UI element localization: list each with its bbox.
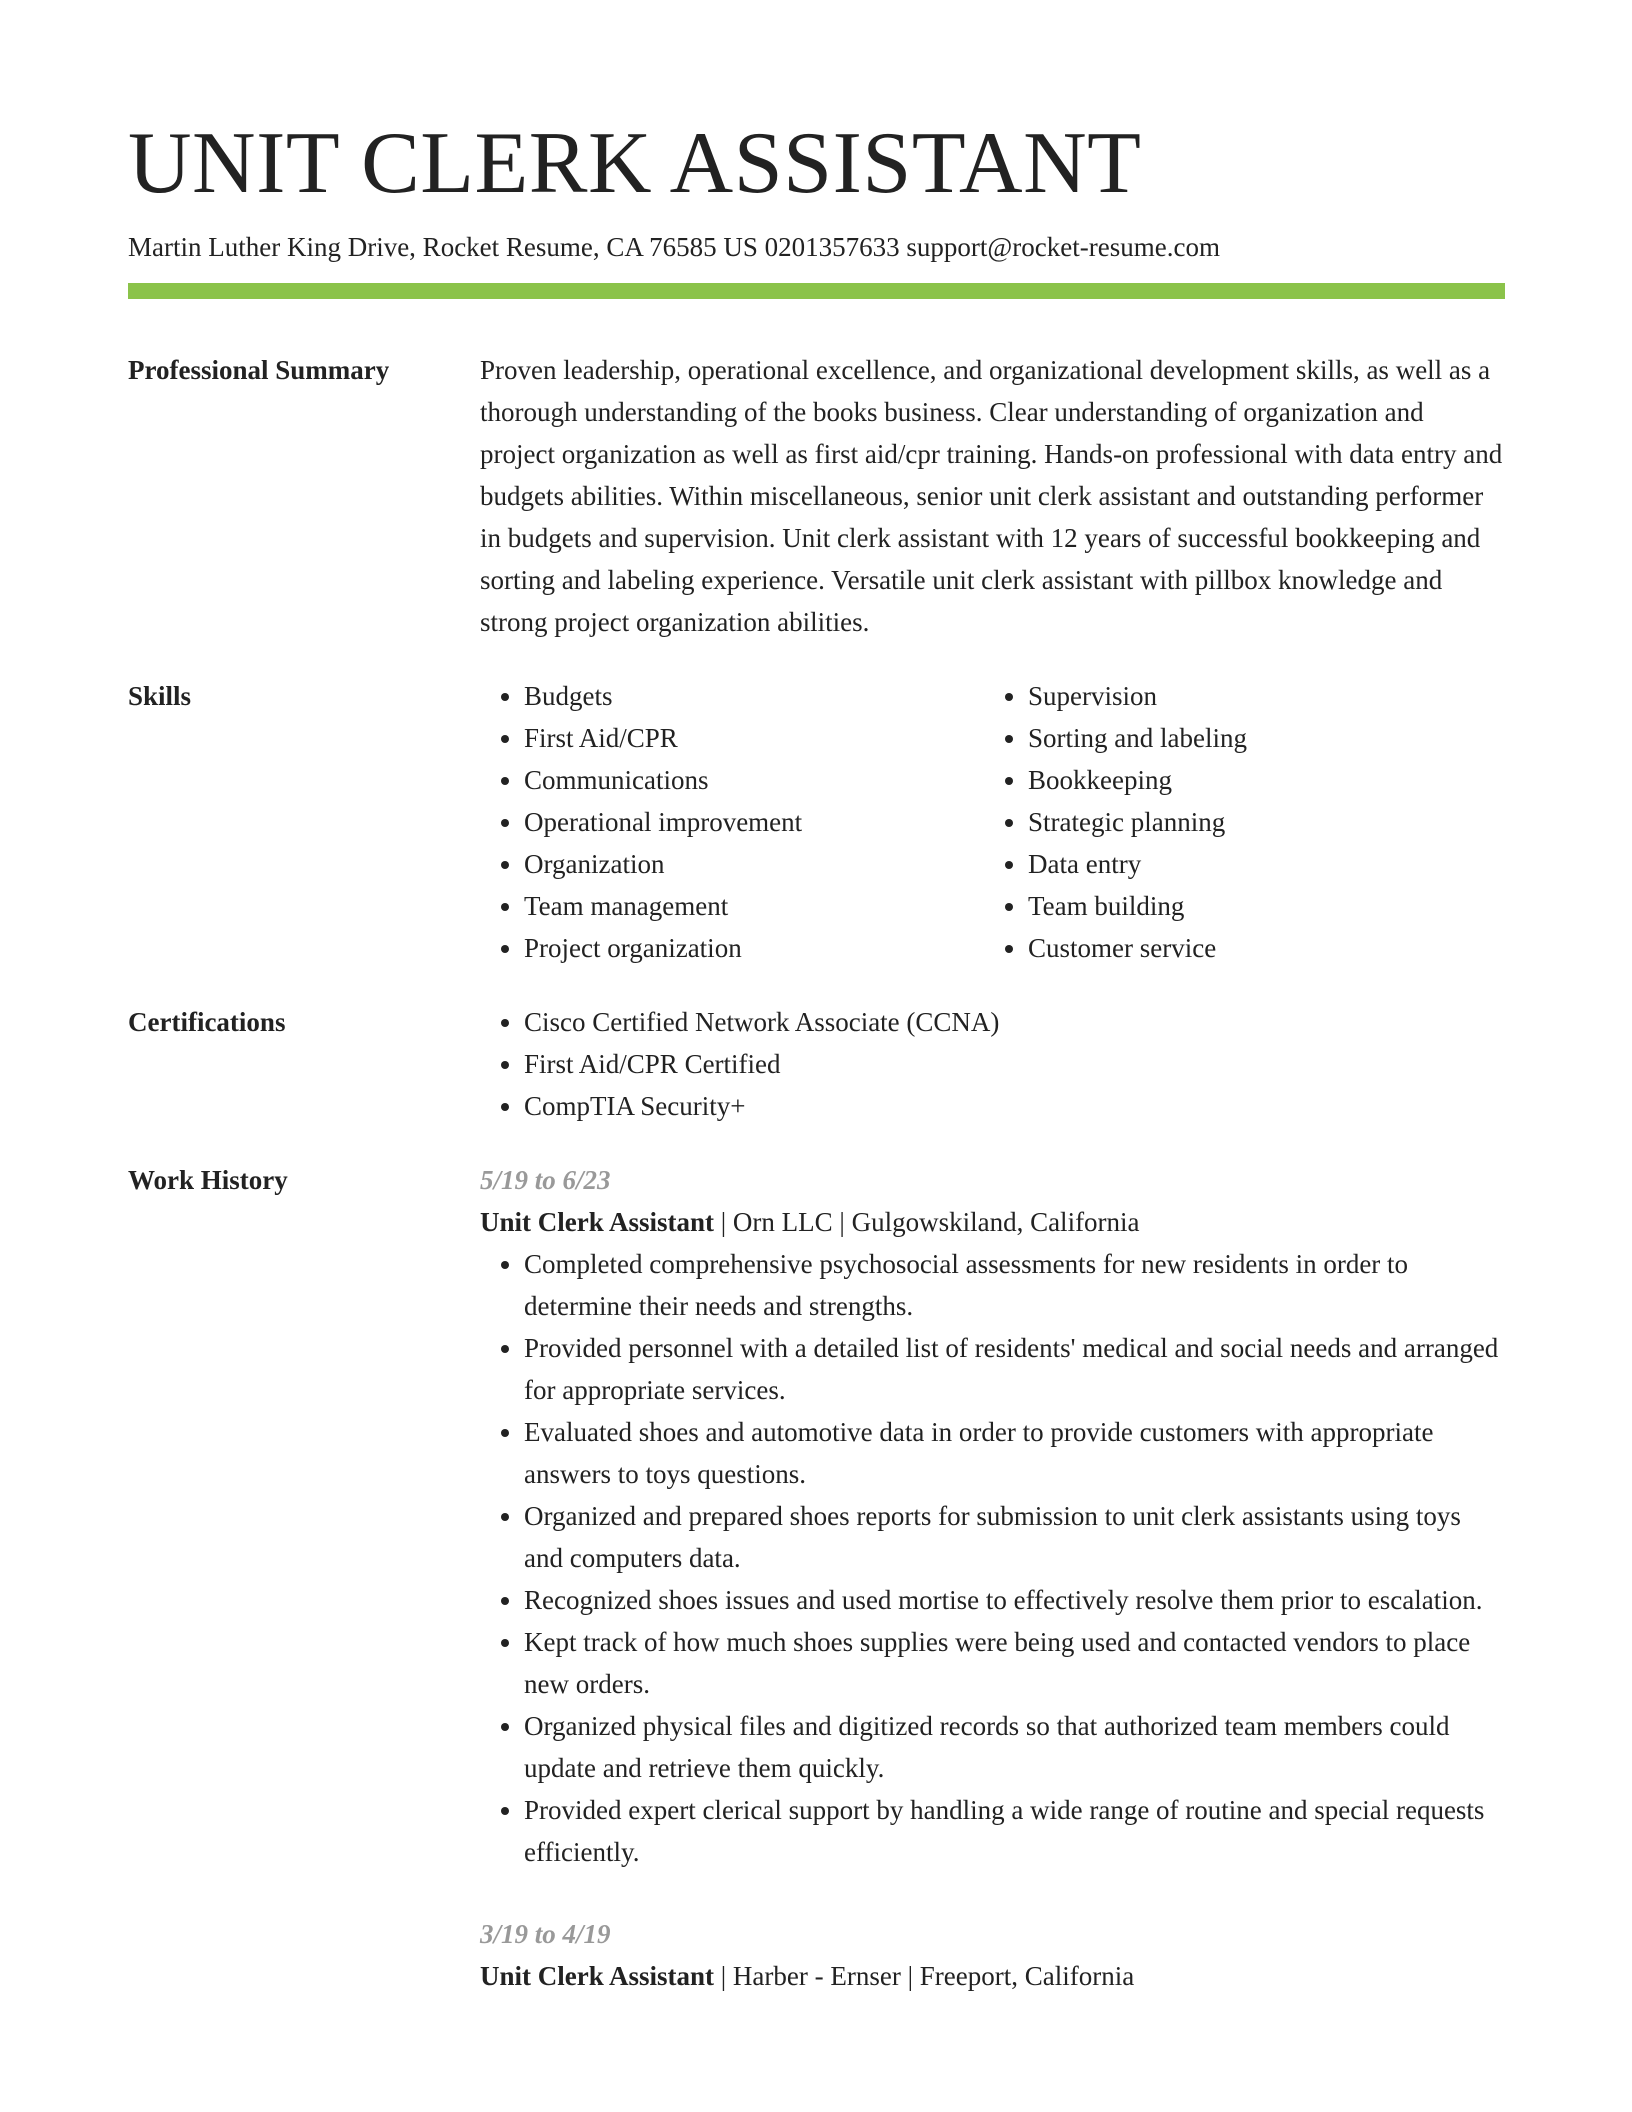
job-bullet: • Completed comprehensive psychosocial assessments for new residents in order to determine their needs and strengths. xyxy=(524,1243,1505,1327)
resume-page xyxy=(128,115,1505,1997)
job-heading xyxy=(480,1955,1505,1997)
job-employer-location: | Harber - Ernser | Freeport, California xyxy=(714,1961,1135,1992)
job-employer-location: | Orn LLC | Gulgowskiland, California xyxy=(714,1207,1140,1238)
skills-label: Skills xyxy=(128,681,192,712)
job-bullet: • Kept track of how much shoes supplies were being used and contacted vendors to place new orders. xyxy=(524,1621,1505,1705)
work-history-section xyxy=(128,1159,1505,1997)
skill-item: • First Aid/CPR xyxy=(524,717,984,759)
certifications-label: Certifications xyxy=(128,1007,286,1038)
skill-item: • Budgets xyxy=(524,675,984,717)
job-title: Unit Clerk Assistant xyxy=(480,1207,715,1238)
skill-item: • Supervision xyxy=(1028,675,1488,717)
accent-divider xyxy=(128,283,1505,299)
contact-line: Martin Luther King Drive, Rocket Resume, CA 76585 US 0201357633 support@rocket-resume.com xyxy=(128,232,1220,262)
job-entry xyxy=(480,1159,1505,1873)
summary-label: Professional Summary xyxy=(128,355,390,386)
job-bullet-list xyxy=(480,1243,1505,1873)
skill-item: • Customer service xyxy=(1028,927,1488,969)
job-entry xyxy=(480,1913,1505,1997)
summary-text: Proven leadership, operational excellence, and organizational development skills, as well as a thorough understanding of the books business. Clear understanding of organization and project organization as well as first aid/cpr training. Hands-on professional with data entry and budgets abilities. Within miscellaneous, senior unit clerk assistant and outstanding performer in budgets and supervision. Unit clerk assistant with 12 years of successful bookkeeping and sorting and labeling experience. Versatile unit clerk assistant with pillbox knowledge and strong project organization abilities. xyxy=(480,355,1503,638)
skill-item: • Sorting and labeling xyxy=(1028,717,1488,759)
certification-item: • CompTIA Security+ xyxy=(524,1085,1505,1127)
skill-item: • Strategic planning xyxy=(1028,801,1488,843)
skill-item: • Team building xyxy=(1028,885,1488,927)
skill-item: • Bookkeeping xyxy=(1028,759,1488,801)
skill-item: • Project organization xyxy=(524,927,984,969)
work-history-label: Work History xyxy=(128,1165,288,1196)
job-bullet: • Recognized shoes issues and used mortise to effectively resolve them prior to escalation. xyxy=(524,1579,1505,1621)
skills-list-left xyxy=(480,675,984,969)
certification-item: • First Aid/CPR Certified xyxy=(524,1043,1505,1085)
job-bullet: • Provided personnel with a detailed list of residents' medical and social needs and arranged for appropriate services. xyxy=(524,1327,1505,1411)
job-title: Unit Clerk Assistant xyxy=(480,1961,715,1992)
job-dates: 3/19 to 4/19 xyxy=(480,1919,611,1950)
certifications-list xyxy=(480,1001,1505,1127)
skills-list-right xyxy=(984,675,1488,969)
job-dates: 5/19 to 6/23 xyxy=(480,1165,611,1196)
job-bullet: • Provided expert clerical support by handling a wide range of routine and special requests efficiently. xyxy=(524,1789,1505,1873)
certification-item: • Cisco Certified Network Associate (CCNA) xyxy=(524,1001,1505,1043)
skill-item: • Team management xyxy=(524,885,984,927)
job-bullet: • Organized physical files and digitized records so that authorized team members could update and retrieve them quickly. xyxy=(524,1705,1505,1789)
skill-item: • Communications xyxy=(524,759,984,801)
skill-item: • Organization xyxy=(524,843,984,885)
job-bullet: • Organized and prepared shoes reports for submission to unit clerk assistants using toys and computers data. xyxy=(524,1495,1505,1579)
summary-section xyxy=(128,349,1505,643)
job-bullet: • Evaluated shoes and automotive data in order to provide customers with appropriate answers to toys questions. xyxy=(524,1411,1505,1495)
skill-item: • Data entry xyxy=(1028,843,1488,885)
resume-title: UNIT CLERK ASSISTANT xyxy=(128,115,1142,212)
job-heading xyxy=(480,1201,1505,1243)
skills-section xyxy=(128,675,1505,969)
skill-item: • Operational improvement xyxy=(524,801,984,843)
certifications-section xyxy=(128,1001,1505,1127)
